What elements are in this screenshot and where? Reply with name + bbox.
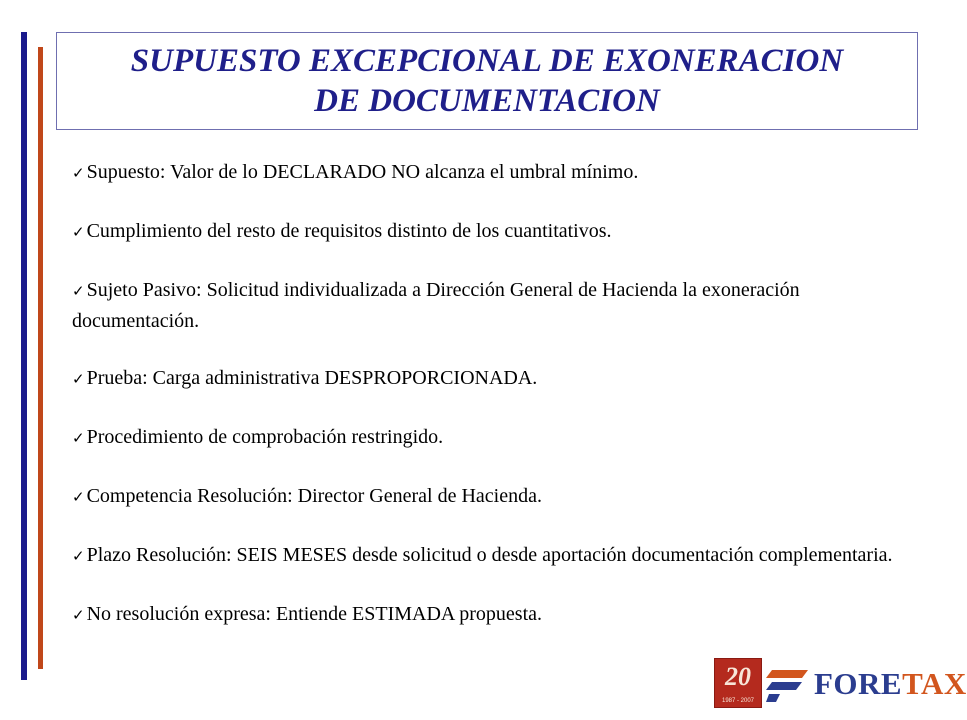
slide-title: [131, 41, 843, 121]
bullet-text: Cumplimiento del resto de requisitos distinto de los cuantitativos.: [86, 220, 612, 242]
bullet-text: Competencia Resolución: Director General de Hacienda.: [86, 485, 542, 507]
title-box: [56, 32, 918, 130]
slide-title-line1: SUPUESTO EXCEPCIONAL DE EXONERACION: [130, 43, 844, 79]
bullet-item: [72, 482, 912, 513]
anniversary-years: 1987 - 2007: [721, 698, 755, 704]
bullet-item: [72, 423, 912, 454]
brand-name-part1: FORE: [814, 666, 903, 701]
checkmark-icon: ✓: [72, 372, 85, 388]
anniversary-emblem: [714, 658, 762, 708]
bullet-item: [72, 158, 912, 189]
bullet-item: [72, 217, 912, 248]
bullet-item: [72, 600, 912, 631]
brand-name: [814, 666, 967, 702]
bullet-text: Plazo Resolución: SEIS MESES desde solicitud o desde aportación documentación complementaria.: [86, 544, 893, 566]
anniversary-number: 20: [725, 662, 751, 691]
checkmark-icon: ✓: [72, 608, 85, 624]
bullet-text: No resolución expresa: Entiende ESTIMADA propuesta.: [86, 603, 543, 625]
checkmark-icon: ✓: [72, 549, 85, 565]
bullet-text: Sujeto Pasivo: Solicitud individualizada a Dirección General de Hacienda la exoneración documentación.: [72, 279, 800, 332]
checkmark-icon: ✓: [72, 431, 85, 447]
bullet-text: Supuesto: Valor de lo DECLARADO NO alcanza el umbral mínimo.: [86, 161, 639, 183]
bullet-text: Procedimiento de comprobación restringido.: [86, 426, 444, 448]
bullet-item: [72, 276, 912, 336]
checkmark-icon: ✓: [72, 166, 85, 182]
bullet-item: [72, 541, 912, 572]
brand-name-part2: TAX: [902, 666, 967, 701]
slide-title-line2: DE DOCUMENTACION: [314, 83, 660, 119]
bullet-item: [72, 364, 912, 395]
bullet-list: [72, 158, 912, 659]
foretax-mark-icon: [766, 666, 808, 702]
foretax-logo: [714, 658, 967, 710]
left-accent-bar-blue: [21, 32, 27, 680]
left-accent-bar-orange: [38, 47, 43, 669]
checkmark-icon: ✓: [72, 284, 85, 300]
checkmark-icon: ✓: [72, 225, 85, 241]
bullet-text: Prueba: Carga administrativa DESPROPORCIONADA.: [86, 367, 538, 389]
checkmark-icon: ✓: [72, 490, 85, 506]
